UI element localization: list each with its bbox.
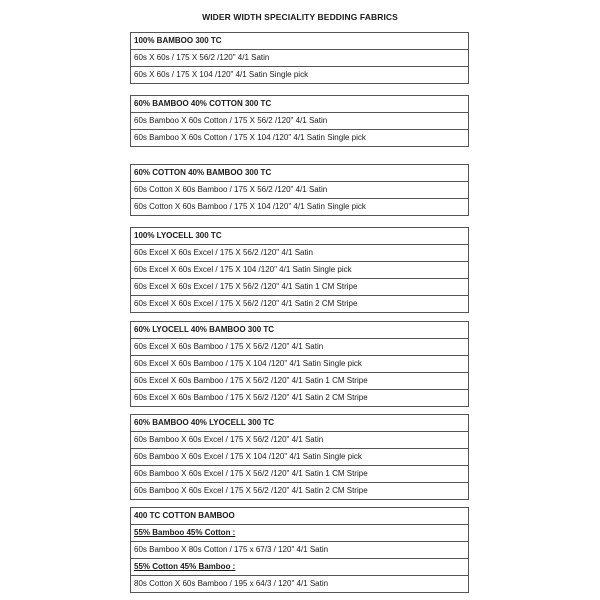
fabric-spec-row: 60s Excel X 60s Excel / 175 X 56/2 /120" 4/1 Satin [131, 244, 468, 261]
fabric-spec-row: 60s Bamboo X 60s Excel / 175 X 104 /120" 4/1 Satin Single pick [131, 448, 468, 465]
page-title: WIDER WIDTH SPECIALITY BEDDING FABRICS [202, 12, 398, 22]
fabric-spec-row: 60s Excel X 60s Bamboo / 175 X 56/2 /120" 4/1 Satin 1 CM Stripe [131, 372, 468, 389]
fabric-spec-row: 60s Excel X 60s Bamboo / 175 X 56/2 /120" 4/1 Satin [131, 338, 468, 355]
fabric-spec-row: 80s Cotton X 60s Bamboo / 195 x 64/3 / 120" 4/1 Satin [131, 575, 468, 592]
fabric-spec-row: 60s Bamboo X 60s Cotton / 175 X 56/2 /120" 4/1 Satin [131, 112, 468, 129]
fabric-spec-row: 60s Cotton X 60s Bamboo / 175 X 104 /120" 4/1 Satin Single pick [131, 198, 468, 215]
section-header: 60% LYOCELL 40% BAMBOO 300 TC [134, 325, 275, 334]
fabric-spec-row: 60s Excel X 60s Excel / 175 X 56/2 /120" 4/1 Satin 2 CM Stripe [131, 295, 468, 312]
fabric-spec-row: 60s Cotton X 60s Bamboo / 175 X 56/2 /120" 4/1 Satin [131, 181, 468, 198]
fabric-spec-row: 60s Bamboo X 60s Excel / 175 X 56/2 /120" 4/1 Satin [131, 431, 468, 448]
blend-subheading: 55% Cotton 45% Bamboo : [131, 558, 468, 575]
blend-subheading: 55% Bamboo 45% Cotton : [131, 524, 468, 541]
fabric-spec-row: 60s Excel X 60s Excel / 175 X 104 /120" 4/1 Satin Single pick [131, 261, 468, 278]
fabric-spec-row: 60s X 60s / 175 X 56/2 /120" 4/1 Satin [131, 49, 468, 66]
fabric-spec-row: 60s Bamboo X 60s Cotton / 175 X 104 /120" 4/1 Satin Single pick [131, 129, 468, 146]
fabric-spec-row: 60s Excel X 60s Bamboo / 175 X 104 /120" 4/1 Satin Single pick [131, 355, 468, 372]
fabric-spec-row: 60s Excel X 60s Bamboo / 175 X 56/2 /120" 4/1 Satin 2 CM Stripe [131, 389, 468, 406]
fabric-section [130, 227, 469, 313]
section-header: 60% BAMBOO 40% LYOCELL 300 TC [134, 418, 275, 427]
fabric-section [130, 321, 469, 407]
fabric-section [130, 414, 469, 500]
section-header: 60% BAMBOO 40% COTTON 300 TC [134, 99, 272, 108]
section-header: 60% COTTON 40% BAMBOO 300 TC [134, 168, 272, 177]
section-header: 100% BAMBOO 300 TC [134, 36, 222, 45]
fabric-section [130, 164, 469, 216]
fabric-section [130, 32, 469, 84]
fabric-spec-row: 60s Bamboo X 60s Excel / 175 X 56/2 /120" 4/1 Satin 2 CM Stripe [131, 482, 468, 499]
fabric-spec-row: 60s Bamboo X 80s Cotton / 175 x 67/3 / 120" 4/1 Satin [131, 541, 468, 558]
fabric-section [130, 507, 469, 593]
fabric-spec-row: 60s Bamboo X 60s Excel / 175 X 56/2 /120" 4/1 Satin 1 CM Stripe [131, 465, 468, 482]
section-header: 400 TC COTTON BAMBOO [134, 511, 235, 520]
fabric-spec-row: 60s X 60s / 175 X 104 /120" 4/1 Satin Single pick [131, 66, 468, 83]
fabric-section [130, 95, 469, 147]
fabric-spec-row: 60s Excel X 60s Excel / 175 X 56/2 /120" 4/1 Satin 1 CM Stripe [131, 278, 468, 295]
section-header: 100% LYOCELL 300 TC [134, 231, 222, 240]
